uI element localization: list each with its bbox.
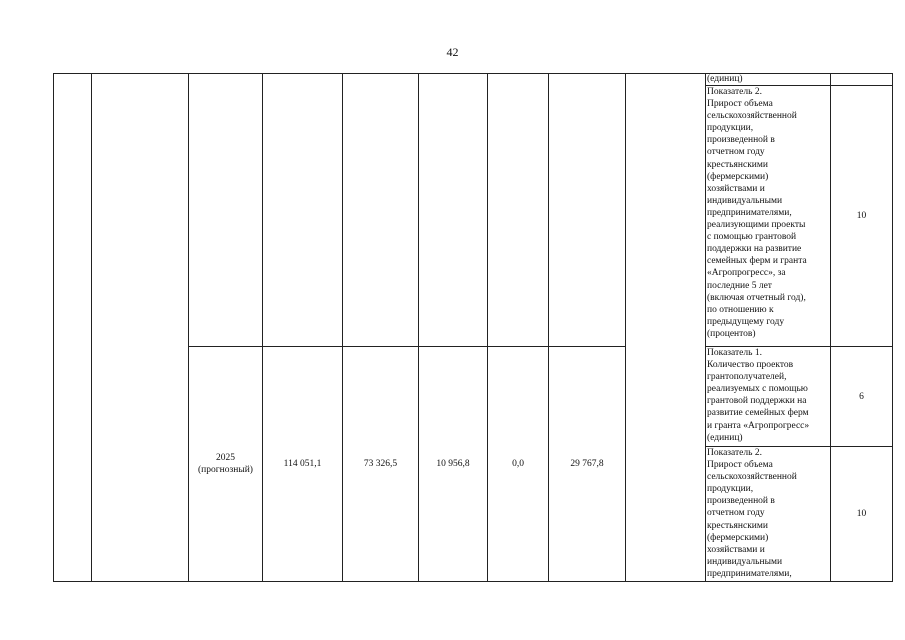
table-bottom-border xyxy=(53,581,892,582)
unit-fragment: (единиц) xyxy=(707,74,743,84)
col-line-1 xyxy=(91,73,92,582)
col-line-0 xyxy=(53,73,54,582)
indicator-2-text: Показатель 2. Прирост объема сельскохозяйственной продукции, произведенной в отчетном году крестьянскими (фермерскими) хозяйствами и индивидуальными предпринимателями, xyxy=(707,448,797,579)
page-number: 42 xyxy=(446,45,459,59)
total-cell: 114 051,1 xyxy=(283,459,322,469)
col-d-cell: 0,0 xyxy=(512,459,524,469)
col-line-9 xyxy=(705,73,706,582)
col-line-8 xyxy=(625,73,626,582)
col-b-cell: 73 326,5 xyxy=(363,459,398,469)
indicator-value: 10 xyxy=(856,211,867,221)
col-line-11 xyxy=(892,73,893,582)
indicator-1-text: Показатель 1. Количество проектов грантополучателей, реализуемых с помощью грантовой поддержки на развитие семейных ферм и гранта «Агропрогресс» (единиц) xyxy=(707,348,810,443)
col-e-cell: 29 767,8 xyxy=(570,459,604,469)
indicator-1-value: 6 xyxy=(859,391,864,402)
indicator-2-value: 10 xyxy=(856,509,867,519)
col-c-cell: 10 956,8 xyxy=(436,459,470,469)
year-cell: 2025 (прогнозный) xyxy=(198,453,253,475)
indicator-text: Показатель 2. Прирост объема сельскохозяйственной продукции, произведенной в отчетном году крестьянскими (фермерскими) хозяйствами и индивидуальными предпринимателями, реализующими проекты с помощью грантовой поддержки на развитие семейных ферм и гранта «Агропрогресс», за последние 5 лет (включая отчетный год), по отношению к предыдущему году (процентов) xyxy=(707,87,807,339)
